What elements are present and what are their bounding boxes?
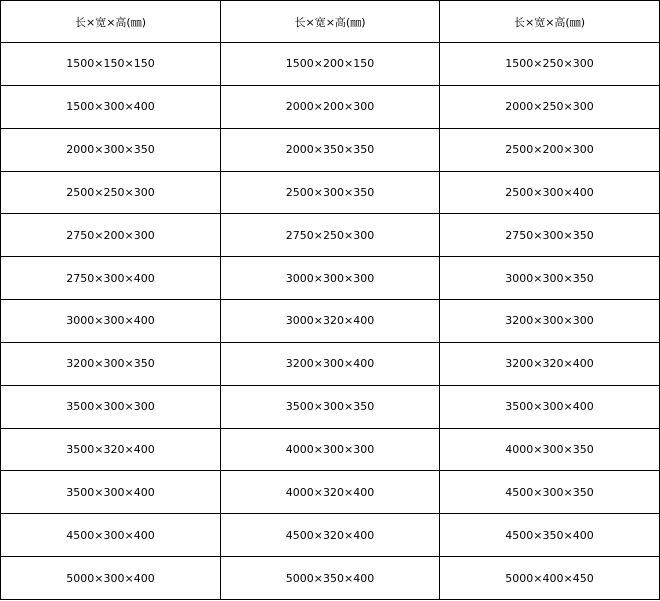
table-cell: 1500×300×400 (1, 85, 221, 128)
table-row (1, 385, 660, 428)
table-cell: 1500×250×300 (440, 43, 660, 86)
table-cell: 2750×200×300 (1, 214, 221, 257)
table-row (1, 128, 660, 171)
table-cell: 3000×300×400 (1, 300, 221, 343)
table-cell: 4000×300×300 (221, 428, 440, 471)
table-header-row (1, 1, 660, 43)
table-cell: 4000×300×350 (440, 428, 660, 471)
table-cell: 3000×320×400 (221, 300, 440, 343)
table-row (1, 171, 660, 214)
table-cell: 2500×200×300 (440, 128, 660, 171)
table-cell: 3200×320×400 (440, 342, 660, 385)
table-cell: 3500×300×350 (221, 385, 440, 428)
table-cell: 4500×300×400 (1, 514, 221, 557)
column-header: 长×宽×高(㎜) (221, 1, 440, 43)
column-header: 长×宽×高(㎜) (1, 1, 221, 43)
table-cell: 2000×350×350 (221, 128, 440, 171)
table-cell: 2000×300×350 (1, 128, 221, 171)
table-cell: 2750×250×300 (221, 214, 440, 257)
table-cell: 5000×400×450 (440, 557, 660, 600)
table-row (1, 43, 660, 86)
table-cell: 3200×300×400 (221, 342, 440, 385)
table-cell: 1500×150×150 (1, 43, 221, 86)
table-row (1, 300, 660, 343)
table-row (1, 428, 660, 471)
table-cell: 2750×300×350 (440, 214, 660, 257)
column-header: 长×宽×高(㎜) (440, 1, 660, 43)
table-cell: 2750×300×400 (1, 257, 221, 300)
table-row (1, 257, 660, 300)
table-cell: 3500×300×400 (440, 385, 660, 428)
table-cell: 3200×300×300 (440, 300, 660, 343)
table-cell: 3500×300×300 (1, 385, 221, 428)
table-row (1, 514, 660, 557)
table-row (1, 85, 660, 128)
table-cell: 3500×300×400 (1, 471, 221, 514)
table-cell: 2000×250×300 (440, 85, 660, 128)
table-cell: 3200×300×350 (1, 342, 221, 385)
table-row (1, 471, 660, 514)
table-cell: 2500×300×400 (440, 171, 660, 214)
table-cell: 3000×300×300 (221, 257, 440, 300)
table-row (1, 214, 660, 257)
table-cell: 4000×320×400 (221, 471, 440, 514)
table-cell: 2500×250×300 (1, 171, 221, 214)
table-row (1, 342, 660, 385)
table-cell: 4500×300×350 (440, 471, 660, 514)
table-cell: 1500×200×150 (221, 43, 440, 86)
table-cell: 2500×300×350 (221, 171, 440, 214)
table-row (1, 557, 660, 600)
table-cell: 3500×320×400 (1, 428, 221, 471)
table-cell: 3000×300×350 (440, 257, 660, 300)
table-cell: 4500×320×400 (221, 514, 440, 557)
table-cell: 5000×350×400 (221, 557, 440, 600)
table-cell: 5000×300×400 (1, 557, 221, 600)
table-cell: 4500×350×400 (440, 514, 660, 557)
table-cell: 2000×200×300 (221, 85, 440, 128)
